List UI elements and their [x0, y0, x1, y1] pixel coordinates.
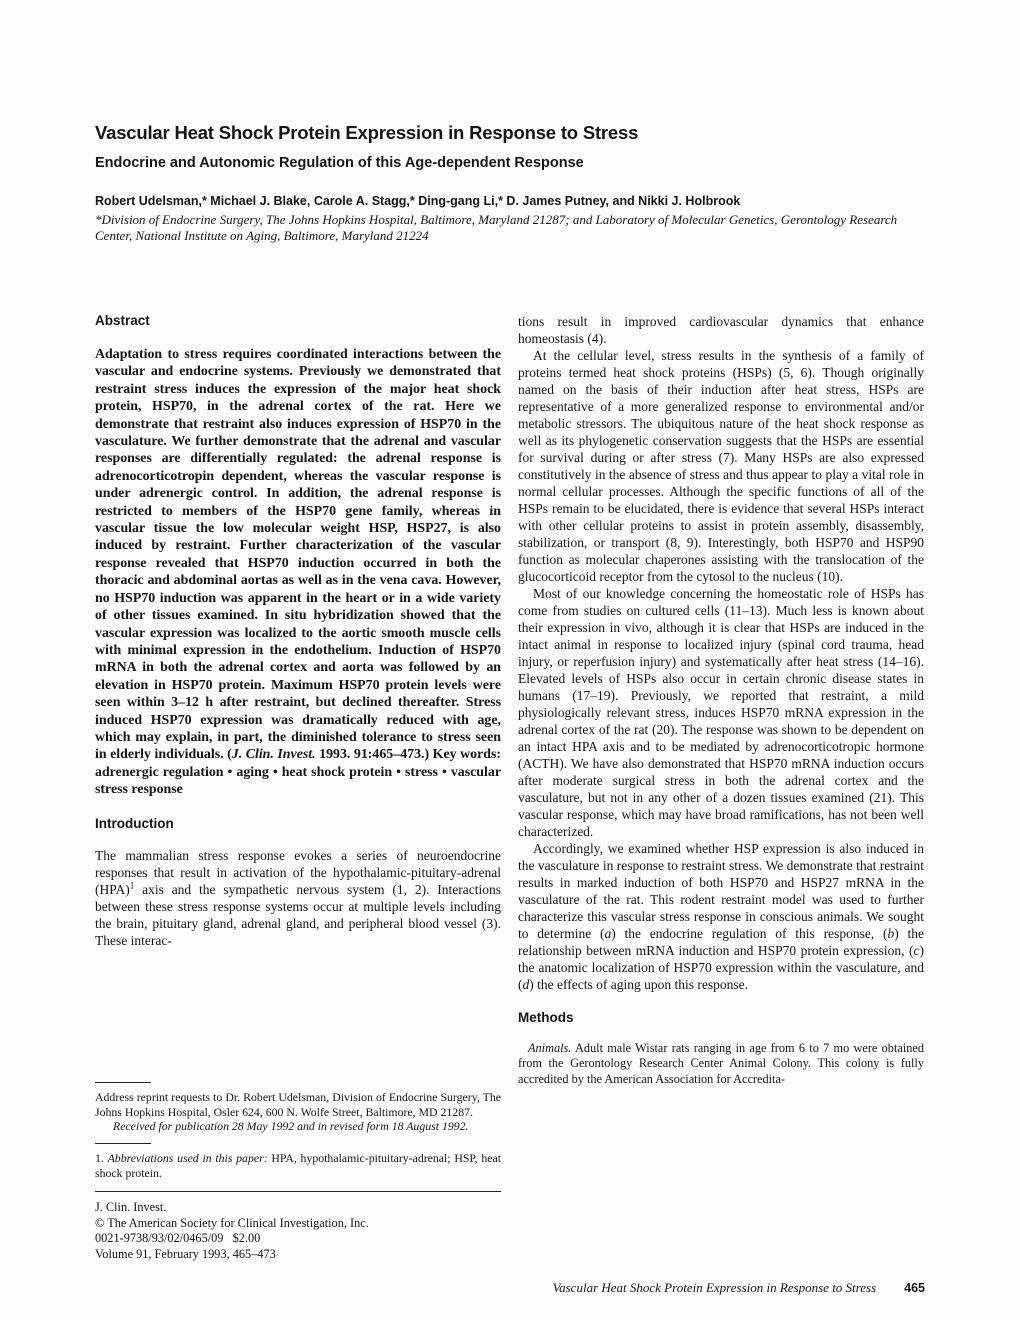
aim-letter-d: d	[522, 977, 530, 992]
footnote-rule	[95, 1082, 151, 1083]
paragraph-text: ) the relationship between mRNA induction and HSP70 protein expression, (	[518, 926, 924, 958]
page-number: 465	[904, 1281, 925, 1295]
footnote-marker: 1	[129, 880, 135, 891]
page-footer	[553, 1280, 925, 1296]
affiliation: *Division of Endocrine Surgery, The Johns Hopkins Hospital, Baltimore, Maryland 21287; and Laboratory of Molecular Genetics, Gerontology Research Center, National Institute on Aging, Baltimore, Maryland 21224	[95, 212, 898, 243]
introduction-heading: Introduction	[95, 815, 174, 831]
methods-heading: Methods	[518, 1010, 574, 1025]
journal-copyright: © The American Society for Clinical Investigation, Inc.	[95, 1215, 369, 1230]
paragraph-text: Accordingly, we examined whether HSP expression is also induced in the vasculature in response to restraint stress. We demonstrate that restraint results in marked induction of both HSP70 and HSP27 mRNA in the vasculature of the rat. This rodent restraint model was used to further characterize this vascular stress response in conscious animals. We sought to determine (	[518, 841, 924, 941]
body-paragraph-continuation: tions result in improved cardiovascular dynamics that enhance homeostasis (4).	[518, 314, 924, 346]
abstract-citation-tail: 1993. 91:465–473.)	[315, 747, 433, 763]
abstract-citation: J. Clin. Invest.	[231, 747, 316, 763]
footnote-block	[95, 1082, 501, 1263]
abbrev-number: 1.	[95, 1151, 108, 1166]
two-column-body	[95, 313, 925, 1263]
body-paragraph: At the cellular level, stress results in the synthesis of a family of proteins termed heat shock proteins (HSPs) (5, 6). Though originally named on the basis of their induction after heat stress, HSPs are representative of a more generalized response to environmental and/or metabolic stressors. The ubiquitous nature of the heat shock response as well as its phylogenetic conservation suggests that the HSPs are essential for survival during or after stress (7). Many HSPs are also expressed constitutively in the absence of stress and thus appear to play a vital role in normal cellular processes. Although the specific functions of all of the HSPs remain to be elucidated, there is evidence that several HSPs interact with other cellular proteins to assist in protein assembly, disassembly, stabilization, or transport (8, 9). Interestingly, both HSP70 and HSP90 function as molecular chaperones assisting with the translocation of the glucocorticoid receptor from the cytosol to the nucleus (10).	[518, 348, 924, 584]
abbreviations-footnote	[95, 1151, 501, 1181]
article-title: Vascular Heat Shock Protein Expression in Response to Stress	[95, 122, 639, 143]
aim-letter-b: b	[887, 926, 895, 941]
received-footnote: Received for publication 28 May 1992 and in revised form 18 August 1992.	[113, 1119, 469, 1134]
abstract-heading: Abstract	[95, 313, 150, 328]
aim-letter-c: c	[913, 943, 920, 958]
aim-letter-a: a	[604, 926, 612, 941]
abstract-keywords: Key words: adrenergic regulation • aging • heat shock protein • stress • vascular stress response	[95, 747, 501, 798]
journal-volume: Volume 91, February 1993, 465–473	[95, 1247, 276, 1262]
authors-line: Robert Udelsman,* Michael J. Blake, Carole A. Stagg,* Ding-gang Li,* D. James Putney, and Nikki J. Holbrook	[95, 194, 741, 208]
methods-lead-in: Animals.	[528, 1041, 572, 1055]
journal-info	[95, 1200, 501, 1263]
reprint-address-footnote: Address reprint requests to Dr. Robert Udelsman, Division of Endocrine Surgery, The Johns Hopkins Hospital, Osler 624, 600 N. Wolfe Street, Baltimore, MD 21287.	[95, 1089, 501, 1119]
body-paragraph	[518, 840, 924, 993]
introduction-paragraph	[95, 847, 501, 949]
body-paragraph: Most of our knowledge concerning the homeostatic role of HSPs has come from studies on cultured cells (11–13). Much less is known about their expression in vivo, although it is clear that HSPs are induced in the intact animal in response to localized injury (spinal cord trauma, head injury, or reperfusion injury) and systematically after heat stress (14–16). Elevated levels of HSPs also occur in certain chronic disease states in humans (17–19). Previously, we reported that restraint, a mild physiologically relevant stress, induces HSP70 mRNA expression in the adrenal cortex of the rat (20). The response was shown to be dependent on an intact HPA axis and to be mediated by adrenocorticotropic hormone (ACTH). We have also demonstrated that HSP70 mRNA induction occurs after moderate surgical stress in both the adrenal cortex and the vasculature, but not in any other of a dozen tissues examined (21). This vascular response, which may have broad ramifications, has not been well characterized.	[518, 586, 924, 839]
journal-divider-rule	[95, 1191, 501, 1192]
column-right	[518, 313, 924, 1263]
methods-paragraph	[518, 1041, 924, 1087]
intro-text-after-sup: axis and the sympathetic nervous system (1, 2). Interactions between these stress response systems occur at multiple levels including the brain, pituitary gland, adrenal gland, and peripheral blood vessel (3). These interac-	[95, 881, 501, 948]
paragraph-text: ) the endocrine regulation of this response, (	[611, 926, 888, 941]
paragraph-text: ) the effects of aging upon this response.	[529, 977, 748, 992]
abbrev-definitions: HPA, hypothalamic-pituitary-adrenal; HSP, heat shock protein.	[95, 1151, 502, 1181]
running-title: Vascular Heat Shock Protein Expression in Response to Stress	[552, 1280, 877, 1295]
abbrev-lead-in: Abbreviations used in this paper:	[107, 1151, 268, 1166]
journal-name: J. Clin. Invest.	[95, 1199, 167, 1214]
column-left	[95, 313, 501, 1263]
paragraph-text: ) the anatomic localization of HSP70 expression within the vasculature, and (	[518, 943, 924, 992]
footnote-rule	[95, 1143, 151, 1144]
abstract-text: Adaptation to stress requires coordinated interactions between the vascular and endocrine systems. Previously we demonstrated that restraint stress induces the expression of the major heat shock protein, HSP70, in the adrenal cortex of the rat. Here we demonstrate that restraint also induces expression of HSP70 in the vasculature. We further demonstrate that the adrenal and vascular responses are differentially regulated: the adrenal response is adrenocorticotropin dependent, whereas the vascular response is under adrenergic control. In addition, the adrenal response is restricted to members of the HSP70 gene family, whereas in vascular tissue the low molecular weight HSP, HSP27, is also induced by restraint. Further characterization of the vascular response revealed that HSP70 induction occurred in both the thoracic and abdominal aortas as well as in the vena cava. However, no HSP70 induction was apparent in the heart or in a wide variety of other tissues examined. In situ hybridization showed that the vascular expression was localized to the aortic smooth muscle cells with minimal expression in the endothelium. Induction of HSP70 mRNA in both the adrenal cortex and aorta was followed by an elevation in HSP70 protein. Maximum HSP70 protein levels were seen within 3–12 h after restraint, but declined thereafter. Stress induced HSP70 expression was dramatically reduced with age, which may explain, in part, the diminished tolerance to stress seen in elderly individuals. (	[95, 347, 501, 763]
abstract-paragraph	[95, 346, 501, 799]
article-subtitle: Endocrine and Autonomic Regulation of this Age-dependent Response	[95, 155, 584, 171]
methods-text: Adult male Wistar rats ranging in age from 6 to 7 mo were obtained from the Gerontology Research Center Animal Colony. This colony is fully accredited by the American Association for Accredita-	[518, 1041, 924, 1086]
journal-issn-price: 0021-9738/93/02/0465/09 $2.00	[95, 1231, 261, 1246]
intro-text-before-sup: The mammalian stress response evokes a series of neuroendocrine responses that result in activation of the hypothalamic-pituitary-adrenal (HPA)	[95, 847, 501, 897]
